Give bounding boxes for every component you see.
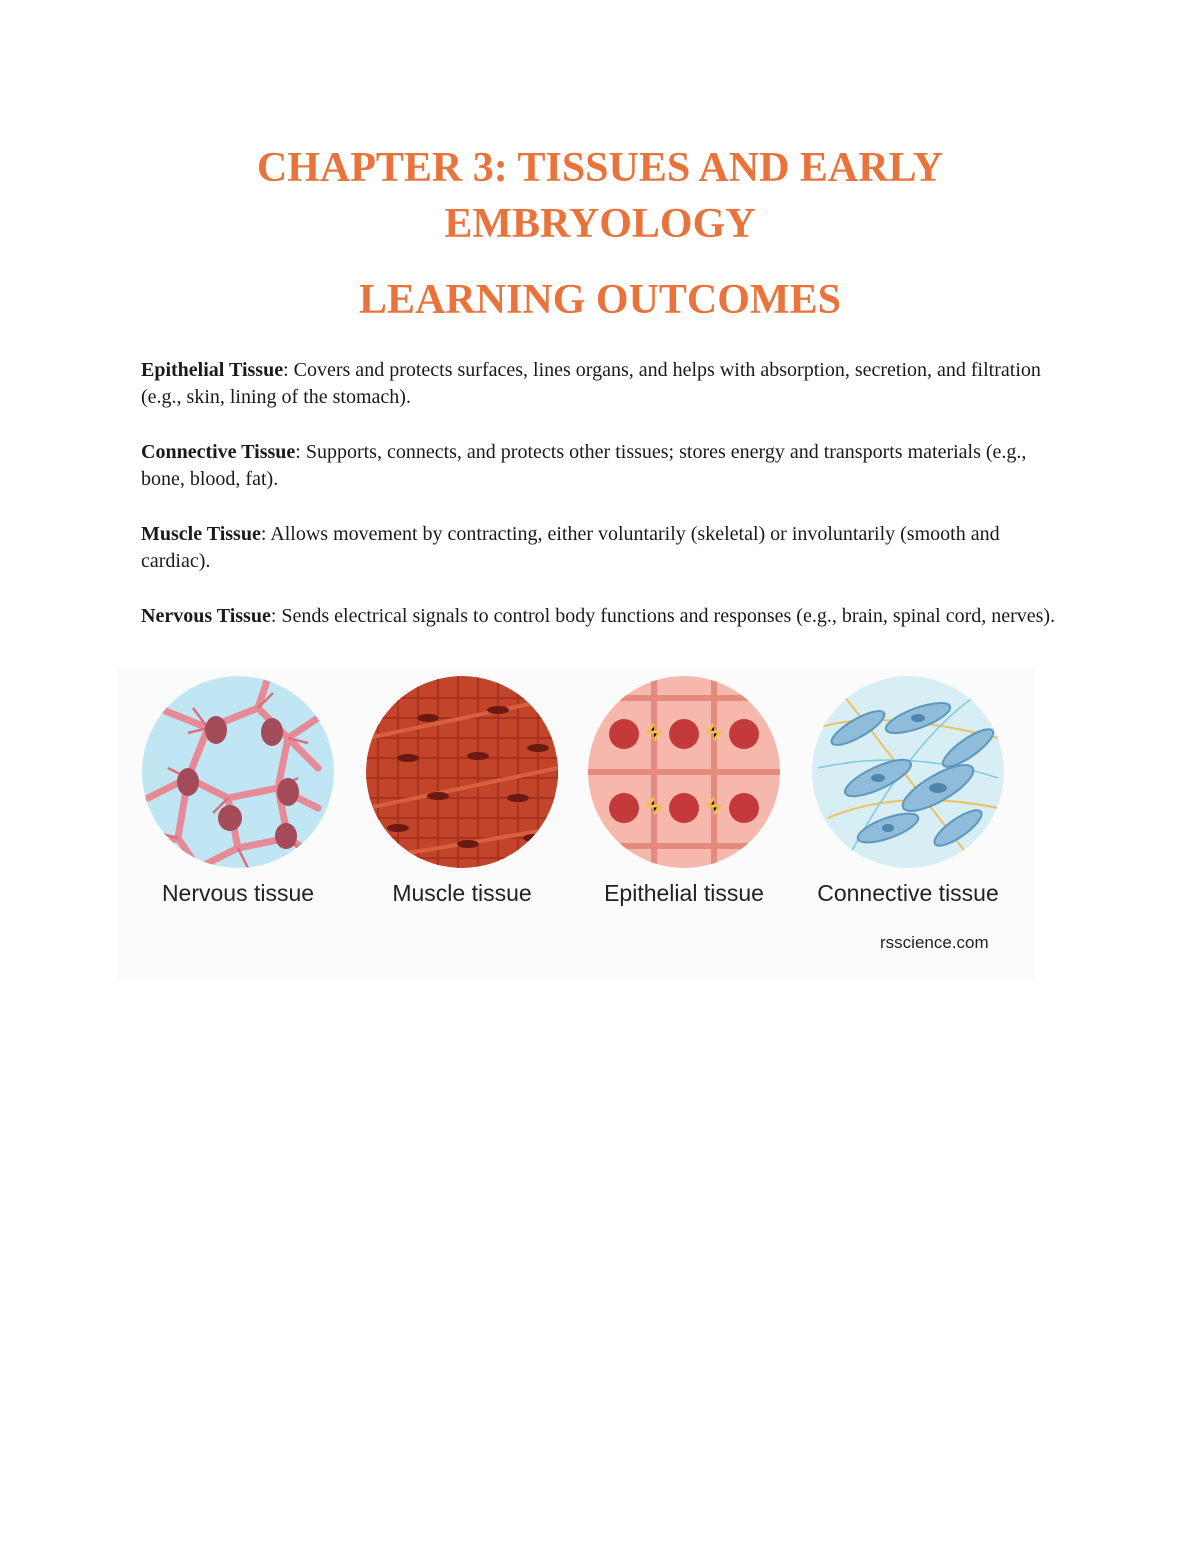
- outcome-epithelial: [141, 357, 1061, 411]
- image-credit: rsscience.com: [880, 933, 989, 952]
- outcome-text: : Supports, connects, and protects other tissues; stores energy and transports materials (e.g., bone, blood, fat).: [141, 441, 1027, 490]
- connective-tissue-illustration: [812, 676, 1004, 868]
- outcome-term: Muscle Tissue: [141, 523, 261, 545]
- chapter-title-line-2: EMBRYOLOGY: [444, 201, 756, 247]
- tissue-types-figure: [118, 668, 1034, 980]
- learning-outcomes-heading: LEARNING OUTCOMES: [359, 277, 841, 323]
- caption-nervous-tissue: Nervous tissue: [161, 880, 315, 906]
- nervous-tissue-illustration: [138, 676, 334, 868]
- outcome-text: : Sends electrical signals to control body functions and responses (e.g., brain, spinal cord, nerves).: [270, 605, 1056, 627]
- muscle-tissue-illustration: [358, 668, 568, 878]
- outcome-nervous: [141, 603, 1061, 630]
- caption-epithelial-tissue: Epithelial tissue: [604, 880, 764, 906]
- caption-connective-tissue: Connective tissue: [817, 880, 999, 906]
- outcome-term: Epithelial Tissue: [141, 359, 284, 381]
- outcome-muscle: [141, 521, 1061, 575]
- epithelial-tissue-illustration: [578, 668, 798, 878]
- outcome-text: : Covers and protects surfaces, lines organs, and helps with absorption, secretion, and filtration (e.g., skin, lining of the stomach).: [141, 359, 1041, 408]
- caption-muscle-tissue: Muscle tissue: [392, 880, 532, 906]
- outcome-term: Nervous Tissue: [141, 605, 271, 627]
- chapter-title-line-1: CHAPTER 3: TISSUES AND EARLY: [256, 145, 944, 191]
- outcome-connective: [141, 439, 1061, 493]
- outcome-text: : Allows movement by contracting, either voluntarily (skeletal) or involuntarily (smooth and cardiac).: [141, 523, 1000, 572]
- outcome-term: Connective Tissue: [141, 441, 296, 463]
